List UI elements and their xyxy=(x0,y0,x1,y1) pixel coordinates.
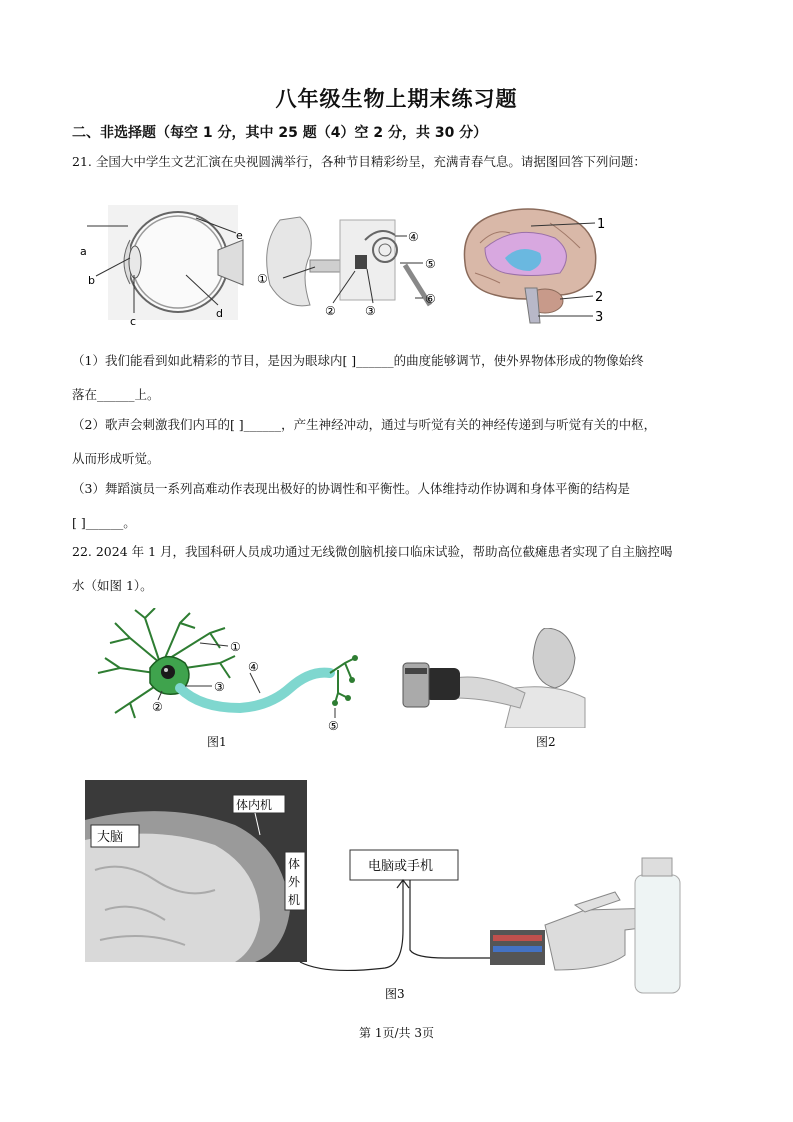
fig1-caption: 图1 xyxy=(207,735,227,749)
q22-stem-line1: 22. 2024 年 1 月，我国科研人员成功通过无线微创脑机接口临床试验，帮助高位截瘫患者实现了自主脑控喝 xyxy=(72,544,673,559)
page-title: 八年级生物上期末练习题 xyxy=(275,87,518,111)
fig3-caption: 图3 xyxy=(385,987,405,1001)
fig3-external-label-2: 外 xyxy=(288,875,301,889)
ear-label-3: ③ xyxy=(365,304,376,318)
fig3-device-label: 电脑或手机 xyxy=(368,859,434,874)
patient-photo xyxy=(395,628,590,728)
eye-diagram xyxy=(78,200,248,330)
q21-sub1-line2: 落在______上。 xyxy=(72,387,160,402)
eye-label-e: e xyxy=(236,229,243,242)
fig3-brain-label: 大脑 xyxy=(97,830,124,845)
neuron-diagram xyxy=(90,608,380,758)
q21-sub3-line2: [ ]______。 xyxy=(72,515,136,530)
fig3-implant-label: 体内机 xyxy=(236,798,273,812)
neuron-label-5: ⑤ xyxy=(328,719,339,733)
q21-sub1 xyxy=(72,344,732,412)
brain-label-1: 1 xyxy=(597,217,606,232)
q21-sub2-line1: （2）歌声会刺激我们内耳的[ ]______，产生神经冲动，通过与听觉有关的神经传递到与听觉有关的中枢， xyxy=(72,417,657,432)
ear-diagram xyxy=(255,205,445,320)
q21-sub3-line1: （3）舞蹈演员一系列高难动作表现出极好的协调性和平衡性。人体维持动作协调和身体平衡的结构是 xyxy=(72,481,630,496)
eye-label-b: b xyxy=(88,274,95,287)
brain-label-2: 2 xyxy=(595,290,604,305)
fig3-external-label-3: 机 xyxy=(288,893,301,907)
fig3-external-label-1: 体 xyxy=(288,857,301,871)
q21-sub3 xyxy=(72,472,732,540)
ear-label-6: ⑥ xyxy=(425,292,436,306)
q21-stem: 21. 全国大中学生文艺汇演在央视圆满举行，各种节目精彩纷呈，充满青春气息。请据图回答下列问题： xyxy=(72,154,646,169)
section-heading: 二、非选择题（每空 1 分，其中 25 题（4）空 2 分，共 30 分） xyxy=(72,125,488,141)
ear-label-5: ⑤ xyxy=(425,257,436,271)
eye-label-a: a xyxy=(80,245,87,258)
ear-label-4: ④ xyxy=(408,230,419,244)
brain-label-3: 3 xyxy=(595,310,604,325)
eye-label-c: c xyxy=(130,315,137,328)
brain-diagram xyxy=(455,203,610,328)
ear-label-2: ② xyxy=(325,304,336,318)
q22-stem-line2: 水（如图 1）。 xyxy=(72,578,153,593)
bci-diagram xyxy=(85,780,685,1005)
q22-stem xyxy=(72,535,732,603)
q21-sub2 xyxy=(72,408,732,476)
fig2-caption: 图2 xyxy=(536,735,556,749)
q21-sub2-line2: 从而形成听觉。 xyxy=(72,451,160,466)
eye-label-d: d xyxy=(216,307,223,320)
page-footer: 第 1页/共 3页 xyxy=(359,1026,434,1040)
neuron-label-4: ④ xyxy=(248,660,259,674)
neuron-label-3: ③ xyxy=(214,680,225,694)
ear-label-1: ① xyxy=(257,272,268,286)
neuron-label-2: ② xyxy=(152,700,163,714)
q21-sub1-line1: （1）我们能看到如此精彩的节目，是因为眼球内[ ]______的曲度能够调节，使外界物体形成的物像始终 xyxy=(72,353,644,368)
neuron-label-1: ① xyxy=(230,640,241,654)
